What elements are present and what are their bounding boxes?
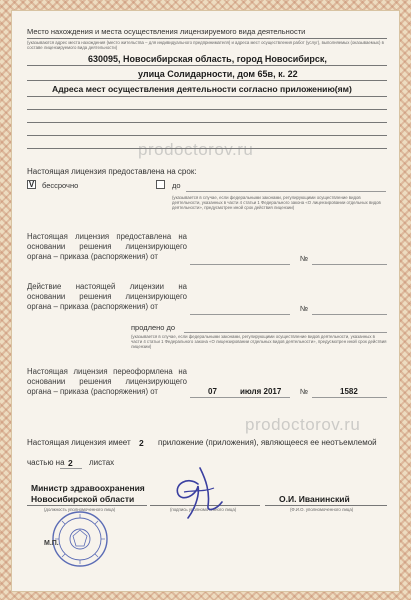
reissued-day: 07 (208, 387, 217, 396)
extended-number-label: № (300, 304, 309, 313)
reissued-number-line (312, 397, 387, 398)
address-line-2: улица Солидарности, дом 65в, к. 22 (138, 69, 298, 79)
granted-number-line (312, 264, 387, 265)
divider (27, 38, 387, 39)
name-note: (Ф.И.О. уполномоченного лица) (290, 507, 354, 512)
divider (27, 109, 387, 110)
until-checkbox (156, 180, 165, 189)
divider (27, 505, 147, 506)
divider (27, 65, 387, 66)
appendix-middle: приложение (приложения), являющееся ее неотъемлемой (158, 438, 377, 447)
appendix-count: 2 (139, 438, 144, 448)
location-heading: Место нахождения и места осуществления лицензируемого вида деятельности (27, 27, 306, 36)
stamp-label: М.П. (44, 540, 59, 547)
extended-until-label: продлено до (131, 323, 176, 332)
appendix-prefix: Настоящая лицензия имеет (27, 438, 131, 447)
reissued-text: Настоящая лицензия переоформлена на основании решения лицензирующего органа – приказа (распоряжения) от (27, 367, 187, 396)
signatory-position-1: Министр здравоохранения (31, 483, 145, 493)
term-label: Настоящая лицензия предоставлена на срок: (27, 167, 197, 176)
unlimited-checkbox: V (28, 180, 35, 189)
appendix-sheets: 2 (68, 458, 73, 468)
position-note: (должность уполномоченного лица) (44, 507, 116, 512)
granted-date-line (190, 264, 290, 265)
divider (27, 122, 387, 123)
watermark: prodoctorov.ru (138, 140, 254, 159)
reissued-date-line (190, 397, 290, 398)
address-line-3: Адреса мест осуществления деятельности согласно приложению(ям) (52, 84, 352, 94)
signatory-position-2: Новосибирской области (31, 494, 135, 504)
appendix-sheets-line (60, 468, 82, 469)
divider (27, 96, 387, 97)
extended-until-line (184, 332, 387, 333)
reissued-number-label: № (300, 387, 309, 396)
extended-number-line (312, 314, 387, 315)
appendix-part-prefix: частью на (27, 458, 65, 467)
address-line-1: 630095, Новосибирская область, город Новосибирск, (88, 54, 327, 64)
signatory-name: О.И. Иванинский (279, 494, 350, 504)
until-date-line (186, 191, 386, 192)
granted-text: Настоящая лицензия предоставлена на основании решения лицензирующего органа – приказа (распоряжения) от (27, 232, 187, 261)
official-stamp (51, 510, 109, 568)
watermark: prodoctorov.ru (245, 415, 361, 434)
reissued-number: 1582 (340, 387, 358, 396)
divider (265, 505, 387, 506)
extended-text: Действие настоящей лицензии на основании решения лицензирующего органа – приказа (распоряжения) от (27, 282, 187, 311)
granted-number-label: № (300, 254, 309, 263)
location-note: (указываются адрес места нахождения (место жительства – для индивидуального предпринимателя) и адреса мест осуществления работ (услуг), выполняемых (оказываемых) в составе лицензируемого вида деятельности) (27, 40, 384, 51)
divider (27, 148, 387, 149)
extended-date-line (190, 314, 290, 315)
handwritten-signature (160, 462, 230, 522)
unlimited-label: бессрочно (42, 181, 79, 190)
until-note: (указывается в случае, если федеральными законами, регулирующими осуществление видов деятельности, указанных в части 4 статьи 1 Федерального закона «О лицензировании отдельных видов деятельности», предусмотрен иной срок действия лицензии) (172, 195, 381, 211)
appendix-sheets-suffix: листах (89, 458, 115, 467)
reissued-month-year: июля 2017 (240, 387, 282, 396)
until-label: до (172, 181, 181, 190)
extended-note: (указывается в случае, если федеральными законами, регулирующими осуществление видов деятельности, указанных в части 4 статьи 1 Федерального закона «О лицензировании отдельных видов деятельности», предусмотрен иной срок действия лицензии) (131, 334, 387, 350)
signature-note: (подпись уполномоченного лица) (170, 507, 237, 512)
divider (27, 135, 387, 136)
divider (27, 80, 387, 81)
